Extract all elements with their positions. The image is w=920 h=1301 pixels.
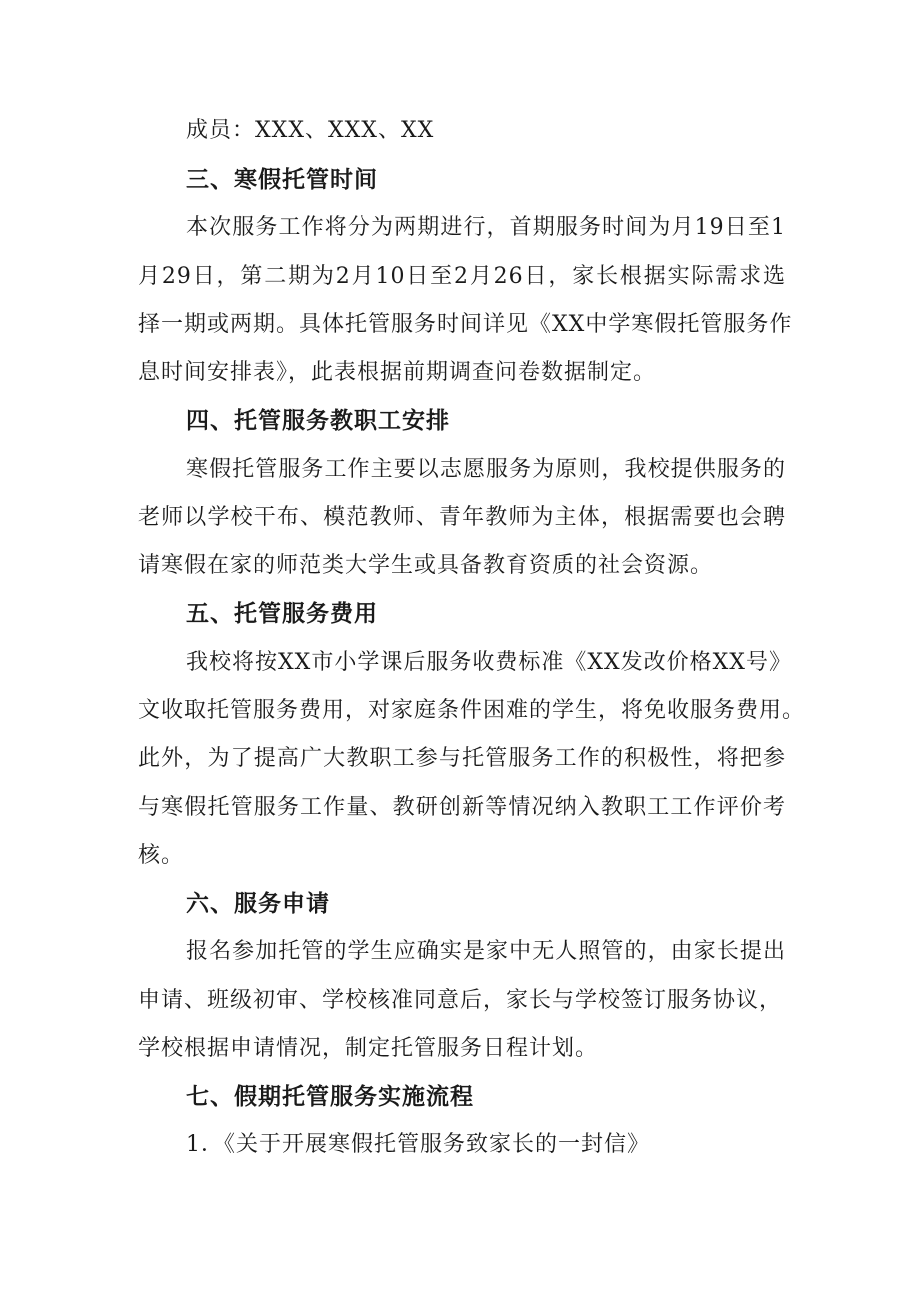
section-3-line-2: 月29日，第二期为2月10日至2月26日，家长根据实际需求选	[138, 264, 786, 289]
section-4-line-3: 请寒假在家的师范类大学生或具备教育资质的社会资源。	[138, 553, 714, 578]
section-3-line-1: 本次服务工作将分为两期进行，首期服务时间为月19日至1	[186, 215, 786, 240]
section-7-heading: 七、假期托管服务实施流程	[186, 1084, 474, 1110]
section-3-heading: 三、寒假托管时间	[186, 167, 378, 193]
section-3-line-4: 息时间安排表》，此表根据前期调查问卷数据制定。	[138, 360, 657, 385]
section-4-line-2: 老师以学校干布、模范教师、青年教师为主体，根据需要也会聘	[138, 505, 786, 530]
section-5-heading: 五、托管服务费用	[186, 601, 378, 627]
section-4-heading: 四、托管服务教职工安排	[186, 408, 450, 434]
section-6-heading: 六、服务申请	[186, 891, 330, 917]
section-4-line-1: 寒假托管服务工作主要以志愿服务为原则，我校提供服务的	[186, 457, 786, 482]
section-7-item-1: 1．《关于开展寒假托管服务致家长的一封信》	[186, 1132, 650, 1157]
members-line: 成员：XXX、XXX、XX	[186, 118, 435, 143]
section-3-line-3: 择一期或两期。具体托管服务时间详见《XX中学寒假托管服务作	[138, 312, 793, 337]
section-6-line-2: 申请、班级初审、学校核准同意后，家长与学校签订服务协议，	[138, 988, 783, 1013]
section-5-line-5: 核。	[138, 843, 185, 868]
section-5-line-2: 文收取托管服务费用，对家庭条件困难的学生，将免收服务费用。	[138, 698, 806, 723]
section-5-line-3: 此外，为了提高广大教职工参与托管服务工作的积极性，将把参	[138, 746, 786, 771]
section-5-line-1: 我校将按XX市小学课后服务收费标准《XX发改价格XX号》	[186, 650, 792, 675]
section-5-line-4: 与寒假托管服务工作量、教研创新等情况纳入教职工工作评价考	[138, 795, 786, 820]
section-6-line-1: 报名参加托管的学生应确实是家中无人照管的，由家长提出	[186, 939, 786, 964]
section-6-line-3: 学校根据申请情况，制定托管服务日程计划。	[138, 1036, 599, 1061]
